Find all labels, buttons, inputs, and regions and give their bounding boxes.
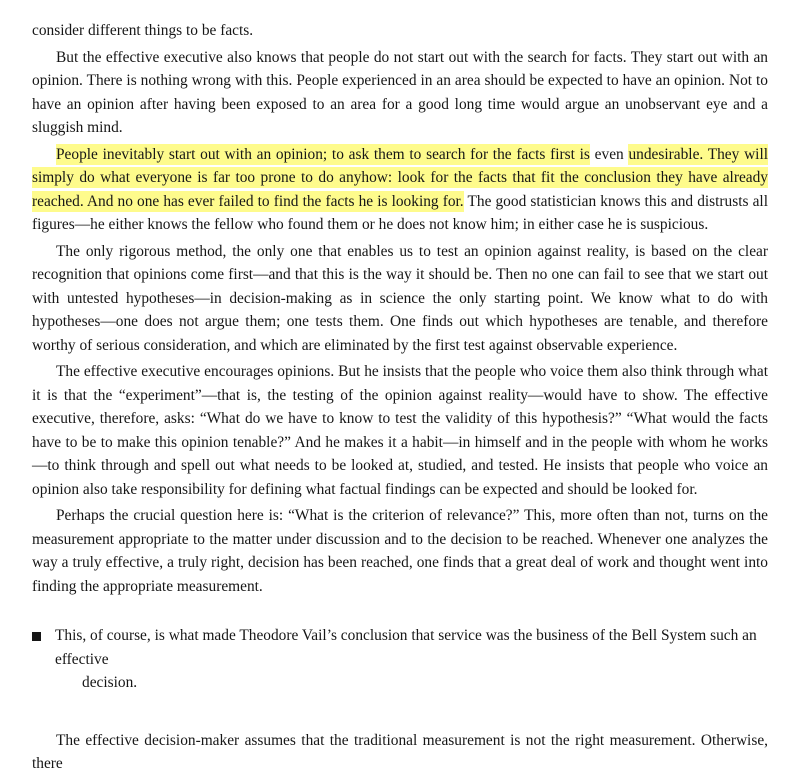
bullet-line-2: decision. — [82, 674, 138, 691]
paragraph-5: Perhaps the crucial question here is: “What is the criterion of relevance?” This, more often than not, turns on the measurement appropriate to the matter under discussion and to the decision to be reached. Whenever one analyzes the way a truly effective, a truly right, decision has been reached, one finds that a great deal of work and thought went into finding the appropriate measurement. — [32, 507, 768, 595]
highlight-1[interactable]: People inevitably start out with an opinion; to ask them to search for the facts first is — [56, 145, 590, 163]
square-bullet-icon — [32, 632, 41, 641]
document-page — [32, 19, 768, 776]
bullet-item — [32, 624, 768, 695]
paragraph-4: The effective executive encourages opinions. But he insists that the people who voice them also think through what it is that the “experiment”—that is, the testing of the opinion against reality—would have to show. The effective executive, therefore, asks: “What do we have to know to test the validity of this hypothesis?” “What would the facts have to be to make this opinion tenable?” And he makes it a habit—in himself and in the people with whom he works—to think through and spell out what needs to be looked at, studied, and tested. He insists that people who voice an opinion also take responsibility for defining what factual findings can be expected and should be looked for. — [32, 363, 768, 498]
unhighlighted-word: even — [589, 145, 629, 163]
paragraph-6: The effective decision-maker assumes that the traditional measurement is not the right measurement. Otherwise, there — [32, 731, 768, 772]
paragraph-2-highlighted — [32, 143, 768, 237]
bullet-line-1: This, of course, is what made Theodore Vail’s conclusion that service was the business of the Bell System such an effective — [55, 627, 757, 668]
paragraph-1: But the effective executive also knows that people do not start out with the search for facts. They start out with an opinion. There is nothing wrong with this. People experienced in an area should be expected to have an opinion. Not to have an opinion after having been exposed to an area for a good long time would argue an unobservant eye and a sluggish mind. — [32, 48, 768, 136]
highlight-2[interactable]: undesirable. They will simply do what everyone is far too prone to do anyhow: look for the facts that fit the conclusion they have already reached. And no one has ever failed to find the facts he is looking for. — [32, 145, 769, 210]
paragraph-3: The only rigorous method, the only one that enables us to test an opinion against reality, is based on the clear recognition that opinions come first—and that this is the way it should be. Then no one can fail to see that we start out with untested hypotheses—in decision-making as in science the only starting point. We know what to do with hypotheses—one does not argue them; one tests them. One finds out which hypotheses are tenable, and therefore worthy of serious consideration, and which are eliminated by the first test against observable experience. — [32, 242, 768, 354]
paragraph-2-rest: The good statistician knows this and distrusts all figures—he either knows the fellow who found them or he does not know him; in either case he is suspicious. — [32, 192, 768, 233]
paragraph-0: consider different things to be facts. — [32, 22, 254, 39]
